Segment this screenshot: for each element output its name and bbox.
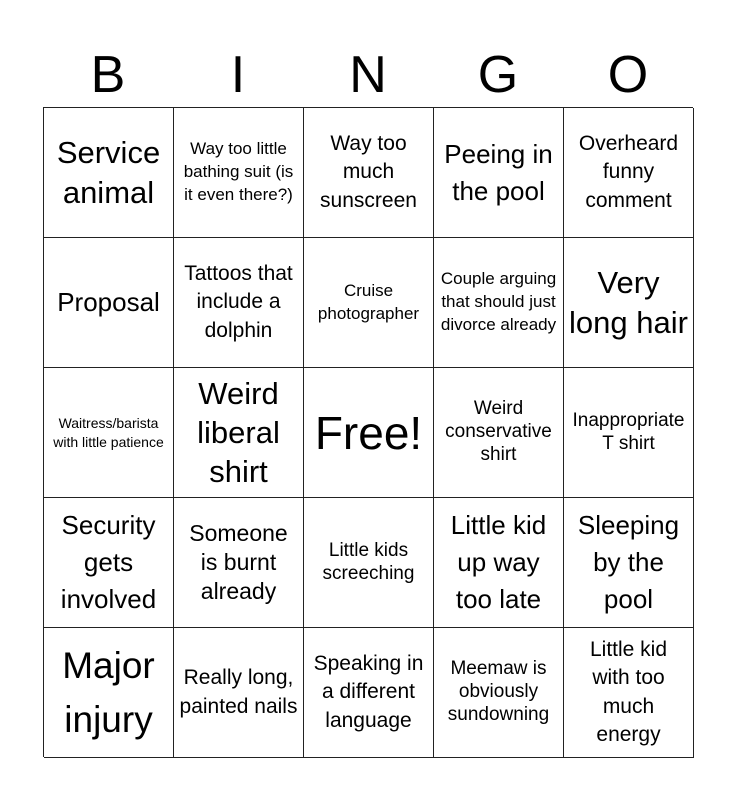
bingo-cell-r5c3[interactable] <box>304 628 434 758</box>
bingo-cell-r1c5[interactable] <box>564 108 694 238</box>
cell-label: Very long hair <box>569 265 688 340</box>
bingo-cell-r1c4[interactable] <box>434 108 564 238</box>
cell-label: Way too much sunscreen <box>320 131 417 212</box>
bingo-cell-r4c5[interactable] <box>564 498 694 628</box>
bingo-cell-free[interactable] <box>304 368 434 498</box>
bingo-cell-r4c2[interactable] <box>174 498 304 628</box>
header-letter-i: I <box>230 46 246 104</box>
bingo-header <box>43 44 693 106</box>
cell-label: Weird liberal shirt <box>197 375 280 490</box>
bingo-cell-r3c4[interactable] <box>434 368 564 498</box>
bingo-cell-r2c1[interactable] <box>44 238 174 368</box>
cell-label: Free! <box>314 406 423 459</box>
header-letter-b: B <box>90 46 126 104</box>
cell-label: Really long, painted nails <box>179 666 298 718</box>
cell-label: Sleeping by the pool <box>577 510 680 614</box>
cell-label: Proposal <box>57 287 160 318</box>
bingo-cell-r4c1[interactable] <box>44 498 174 628</box>
cell-label: Way too little bathing suit (is it even there?) <box>183 139 294 204</box>
cell-label: Weird conservative shirt <box>445 398 552 465</box>
header-letter-g: G <box>477 46 519 104</box>
bingo-cell-r2c5[interactable] <box>564 238 694 368</box>
bingo-cell-r2c4[interactable] <box>434 238 564 368</box>
bingo-cell-r3c5[interactable] <box>564 368 694 498</box>
cell-label: Waitress/barista with little patience <box>53 415 164 450</box>
cell-label: Overheard funny comment <box>578 131 679 212</box>
cell-label: Little kid up way too late <box>450 510 547 614</box>
bingo-cell-r2c3[interactable] <box>304 238 434 368</box>
header-letter-n: N <box>349 46 387 104</box>
bingo-cell-r5c1[interactable] <box>44 628 174 758</box>
cell-label: Couple arguing that should just divorce already <box>440 269 557 334</box>
bingo-cell-r1c1[interactable] <box>44 108 174 238</box>
bingo-cell-r1c2[interactable] <box>174 108 304 238</box>
cell-label: Peeing in the pool <box>444 138 553 206</box>
bingo-cell-r2c2[interactable] <box>174 238 304 368</box>
header-letter-o: O <box>607 46 649 104</box>
bingo-cell-r5c2[interactable] <box>174 628 304 758</box>
bingo-cell-r4c3[interactable] <box>304 498 434 628</box>
cell-label: Tattoos that include a dolphin <box>184 261 293 342</box>
bingo-cell-r5c5[interactable] <box>564 628 694 758</box>
cell-label: Meemaw is obviously sundowning <box>447 658 550 725</box>
bingo-cell-r5c4[interactable] <box>434 628 564 758</box>
cell-label: Security gets involved <box>60 510 157 614</box>
cell-label: Cruise photographer <box>317 280 420 323</box>
cell-label: Little kid with too much energy <box>589 637 668 746</box>
cell-label: Inappropriate T shirt <box>572 409 685 454</box>
bingo-board <box>43 107 693 757</box>
cell-label: Speaking in a different language <box>313 651 424 732</box>
bingo-cell-r4c4[interactable] <box>434 498 564 628</box>
cell-label: Service animal <box>56 135 161 210</box>
cell-label: Little kids screeching <box>322 539 415 584</box>
bingo-cell-r3c2[interactable] <box>174 368 304 498</box>
cell-label: Someone is burnt already <box>189 520 288 604</box>
bingo-cell-r1c3[interactable] <box>304 108 434 238</box>
cell-label: Major injury <box>62 644 155 740</box>
bingo-cell-r3c1[interactable] <box>44 368 174 498</box>
